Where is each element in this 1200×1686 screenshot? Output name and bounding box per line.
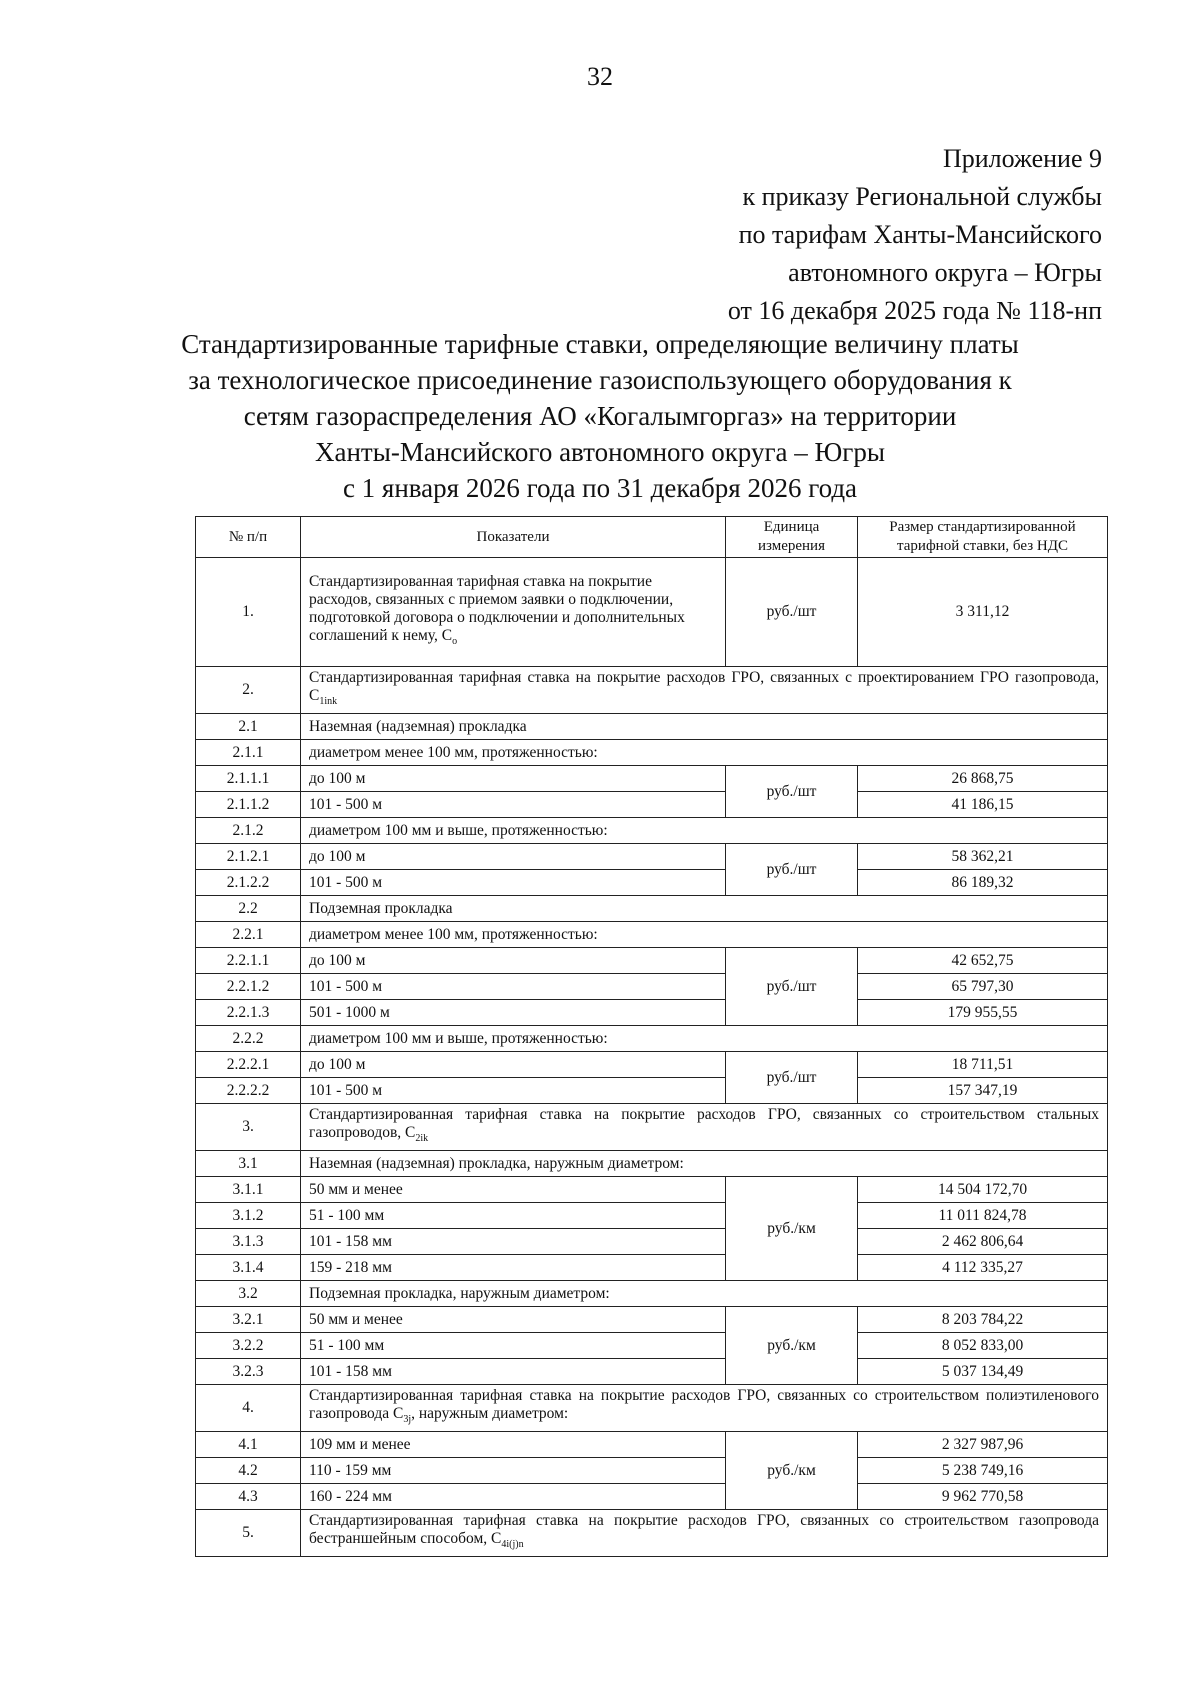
row-value: 5 238 749,16 <box>858 1458 1108 1484</box>
title-line: за технологическое присоединение газоиспользующего оборудования к <box>188 365 1012 395</box>
table-row <box>196 667 1108 714</box>
appendix-line: по тарифам Ханты-Мансийского <box>738 220 1102 249</box>
row-value: 65 797,30 <box>858 974 1108 1000</box>
row-indicator: 50 мм и менее <box>301 1177 726 1203</box>
indicator-text: Стандартизированная тарифная ставка на покрытие расходов ГРО, связанных со строительством стальных газопроводов, С <box>309 1105 1099 1141</box>
row-value: 2 327 987,96 <box>858 1432 1108 1458</box>
row-value: 58 362,21 <box>858 844 1108 870</box>
indicator-subscript: 1ink <box>319 696 338 708</box>
row-indicator: 50 мм и менее <box>301 1307 726 1333</box>
row-indicator: 101 - 158 мм <box>301 1359 726 1385</box>
row-number: 4. <box>196 1385 301 1432</box>
table-row <box>196 1307 1108 1333</box>
row-unit: руб./шт <box>726 558 858 667</box>
indicator-subscript: о <box>452 636 458 648</box>
table-row <box>196 1255 1108 1281</box>
title-line: сетям газораспределения АО «Когалымгоргаз» на территории <box>243 401 957 431</box>
row-value: 18 711,51 <box>858 1052 1108 1078</box>
table-header-row <box>196 517 1108 558</box>
row-indicator: до 100 м <box>301 766 726 792</box>
row-value: 8 052 833,00 <box>858 1333 1108 1359</box>
row-number: 2.1.1.1 <box>196 766 301 792</box>
row-indicator: Подземная прокладка <box>301 896 1108 922</box>
document-title <box>150 326 1050 506</box>
row-number: 2.2.1.2 <box>196 974 301 1000</box>
indicator-text: Стандартизированная тарифная ставка на покрытие расходов ГРО, связанных с проектированием ГРО газопровода, С <box>309 668 1099 704</box>
title-line: Стандартизированные тарифные ставки, определяющие величину платы <box>181 329 1019 359</box>
row-number: 2.1.2.2 <box>196 870 301 896</box>
row-number: 3.1 <box>196 1151 301 1177</box>
row-number: 4.2 <box>196 1458 301 1484</box>
row-unit: руб./км <box>726 1432 858 1510</box>
row-indicator: 101 - 500 м <box>301 974 726 1000</box>
table-row <box>196 1432 1108 1458</box>
row-value: 86 189,32 <box>858 870 1108 896</box>
row-unit: руб./шт <box>726 1052 858 1104</box>
row-indicator <box>301 1104 1108 1151</box>
row-indicator: 501 - 1000 м <box>301 1000 726 1026</box>
table-row <box>196 1484 1108 1510</box>
row-number: 2.2 <box>196 896 301 922</box>
row-number: 2.2.1.1 <box>196 948 301 974</box>
table-row <box>196 740 1108 766</box>
row-unit: руб./км <box>726 1177 858 1281</box>
table-row <box>196 1458 1108 1484</box>
row-indicator: до 100 м <box>301 1052 726 1078</box>
table-row <box>196 558 1108 667</box>
header-indicator: Показатели <box>301 517 726 558</box>
row-value: 41 186,15 <box>858 792 1108 818</box>
table-row <box>196 974 1108 1000</box>
row-indicator: до 100 м <box>301 844 726 870</box>
appendix-line: Приложение 9 <box>942 144 1102 173</box>
table-row <box>196 1052 1108 1078</box>
row-number: 2.2.2.1 <box>196 1052 301 1078</box>
row-value: 157 347,19 <box>858 1078 1108 1104</box>
table-row <box>196 1203 1108 1229</box>
row-number: 2.1.2.1 <box>196 844 301 870</box>
row-indicator: 51 - 100 мм <box>301 1203 726 1229</box>
table-row <box>196 1000 1108 1026</box>
indicator-text-tail: , наружным диаметром: <box>411 1404 569 1422</box>
row-number: 3.1.2 <box>196 1203 301 1229</box>
table-row <box>196 1385 1108 1432</box>
header-num: № п/п <box>196 517 301 558</box>
row-value: 8 203 784,22 <box>858 1307 1108 1333</box>
row-number: 4.1 <box>196 1432 301 1458</box>
row-indicator: 101 - 500 м <box>301 870 726 896</box>
table-row <box>196 1026 1108 1052</box>
table-row <box>196 1151 1108 1177</box>
row-indicator: 51 - 100 мм <box>301 1333 726 1359</box>
row-indicator: диаметром менее 100 мм, протяженностью: <box>301 922 1108 948</box>
row-number: 2.1.1.2 <box>196 792 301 818</box>
header-value: Размер стандартизированной тарифной ставки, без НДС <box>858 517 1108 558</box>
table-row <box>196 1229 1108 1255</box>
table-row <box>196 818 1108 844</box>
table-row <box>196 1177 1108 1203</box>
header-unit: Единица измерения <box>726 517 858 558</box>
row-number: 2.2.2 <box>196 1026 301 1052</box>
indicator-subscript: 4i(j)n <box>501 1539 524 1551</box>
table-row <box>196 1281 1108 1307</box>
row-number: 2.2.1 <box>196 922 301 948</box>
table-row <box>196 896 1108 922</box>
row-indicator: Подземная прокладка, наружным диаметром: <box>301 1281 1108 1307</box>
row-indicator: диаметром 100 мм и выше, протяженностью: <box>301 818 1108 844</box>
indicator-subscript: 2ik <box>415 1133 429 1145</box>
row-indicator: до 100 м <box>301 948 726 974</box>
appendix-block <box>728 140 1102 330</box>
row-number: 2.1 <box>196 714 301 740</box>
table-row <box>196 766 1108 792</box>
row-value: 11 011 824,78 <box>858 1203 1108 1229</box>
indicator-subscript: 3j <box>403 1414 412 1426</box>
table-row <box>196 870 1108 896</box>
table-row <box>196 714 1108 740</box>
indicator-text: Стандартизированная тарифная ставка на покрытие расходов, связанных с приемом заявки о подключении, подготовкой договора о подключении и дополнительных соглашений к нему, С <box>309 572 685 644</box>
row-number: 3.1.1 <box>196 1177 301 1203</box>
row-unit: руб./шт <box>726 766 858 818</box>
row-indicator: диаметром менее 100 мм, протяженностью: <box>301 740 1108 766</box>
row-value: 179 955,55 <box>858 1000 1108 1026</box>
row-value: 14 504 172,70 <box>858 1177 1108 1203</box>
row-unit: руб./шт <box>726 948 858 1026</box>
row-number: 2. <box>196 667 301 714</box>
row-number: 3.1.4 <box>196 1255 301 1281</box>
row-unit: руб./шт <box>726 844 858 896</box>
row-number: 3.2.3 <box>196 1359 301 1385</box>
table-row <box>196 1333 1108 1359</box>
row-number: 3.1.3 <box>196 1229 301 1255</box>
row-value: 9 962 770,58 <box>858 1484 1108 1510</box>
table-row <box>196 844 1108 870</box>
row-number: 3.2.2 <box>196 1333 301 1359</box>
row-number: 5. <box>196 1510 301 1557</box>
title-line: Ханты-Мансийского автономного округа – Югры <box>315 437 885 467</box>
row-number: 2.2.1.3 <box>196 1000 301 1026</box>
table-row <box>196 792 1108 818</box>
row-number: 4.3 <box>196 1484 301 1510</box>
table-row <box>196 1104 1108 1151</box>
appendix-line: к приказу Региональной службы <box>742 182 1102 211</box>
table-row <box>196 948 1108 974</box>
row-number: 2.2.2.2 <box>196 1078 301 1104</box>
row-indicator: 110 - 159 мм <box>301 1458 726 1484</box>
indicator-text: Стандартизированная тарифная ставка на покрытие расходов ГРО, связанных со строительством полиэтиленового газопровода С <box>309 1386 1099 1422</box>
appendix-line: от 16 декабря 2025 года № 118-нп <box>727 296 1102 325</box>
row-indicator: 101 - 500 м <box>301 792 726 818</box>
row-indicator: 101 - 158 мм <box>301 1229 726 1255</box>
row-value: 5 037 134,49 <box>858 1359 1108 1385</box>
table-row <box>196 1359 1108 1385</box>
row-value: 3 311,12 <box>858 558 1108 667</box>
row-value: 26 868,75 <box>858 766 1108 792</box>
row-indicator <box>301 1385 1108 1432</box>
tariff-table <box>195 516 1108 1557</box>
row-value: 42 652,75 <box>858 948 1108 974</box>
row-indicator <box>301 558 726 667</box>
row-number: 3. <box>196 1104 301 1151</box>
row-unit: руб./км <box>726 1307 858 1385</box>
row-indicator: Наземная (надземная) прокладка, наружным диаметром: <box>301 1151 1108 1177</box>
row-value: 4 112 335,27 <box>858 1255 1108 1281</box>
row-number: 3.2.1 <box>196 1307 301 1333</box>
indicator-text: Стандартизированная тарифная ставка на покрытие расходов ГРО, связанных со строительством газопровода бестраншейным способом, С <box>309 1511 1099 1547</box>
row-number: 2.1.1 <box>196 740 301 766</box>
row-indicator: Наземная (надземная) прокладка <box>301 714 1108 740</box>
row-indicator: 159 - 218 мм <box>301 1255 726 1281</box>
row-value: 2 462 806,64 <box>858 1229 1108 1255</box>
row-number: 2.1.2 <box>196 818 301 844</box>
row-indicator: 160 - 224 мм <box>301 1484 726 1510</box>
page-number: 32 <box>587 62 613 91</box>
row-indicator: 101 - 500 м <box>301 1078 726 1104</box>
row-number: 3.2 <box>196 1281 301 1307</box>
row-indicator <box>301 667 1108 714</box>
row-number: 1. <box>196 558 301 667</box>
table-row <box>196 922 1108 948</box>
appendix-line: автономного округа – Югры <box>788 258 1102 287</box>
row-indicator: 109 мм и менее <box>301 1432 726 1458</box>
table-row <box>196 1510 1108 1557</box>
table-row <box>196 1078 1108 1104</box>
title-line: с 1 января 2026 года по 31 декабря 2026 года <box>342 473 858 503</box>
row-indicator <box>301 1510 1108 1557</box>
row-indicator: диаметром 100 мм и выше, протяженностью: <box>301 1026 1108 1052</box>
